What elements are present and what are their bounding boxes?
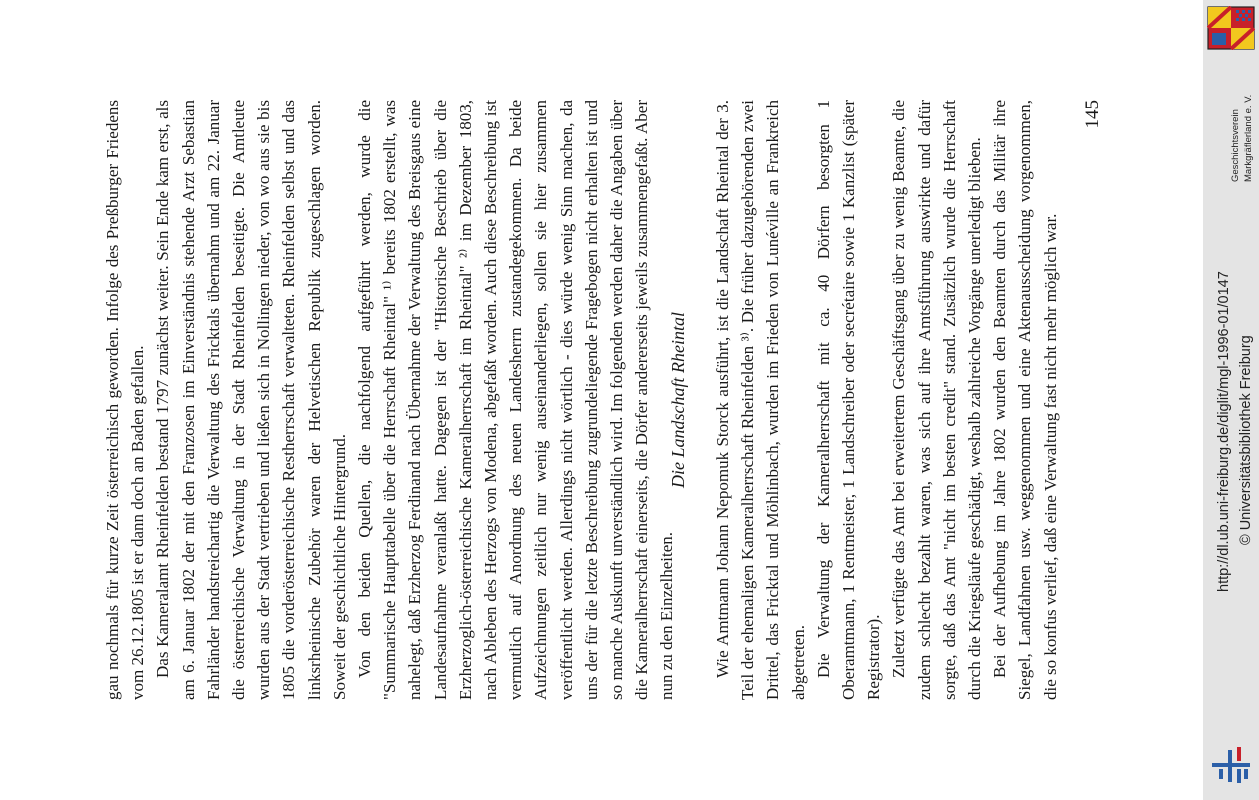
society-name-line1: Geschichtsverein [1230, 109, 1241, 182]
page-number: 145 [1082, 100, 1103, 129]
markgraeflerland-crest-icon [1207, 6, 1255, 50]
body-text-bottom [710, 100, 1063, 700]
paragraph: gau nochmals für kurze Zeit österreichisch geworden. Infolge des Preßburger Friedens vom 26.12.1805 ist er dann doch an Baden gefallen. [103, 100, 148, 700]
body-text-top [100, 100, 680, 700]
copyright-notice: © Universitätsbibliothek Freiburg [1238, 335, 1254, 545]
society-name-line2: Markgräflerland e. V. [1243, 94, 1254, 182]
paragraph: Zuletzt verfügte das Amt bei erweitertem Geschäftsgang über zu wenig Beamte, die zudem schlecht bezahlt waren, was sich auf ihre Amtsführung auswirkte und dafür sorgte, daß das Amt "nicht im besten credit" stand. Zusätzlich wurde die Herrschaft durch die Kriegsläufe geschädigt, weshalb zahlreiche Vorgänge unerledigt blieben. [889, 100, 985, 700]
ub-freiburg-logo-icon [1210, 745, 1252, 787]
paragraph: Wie Amtmann Johann Nepomuk Storck ausführt, ist die Landschaft Rheintal der 3. Teil der ehemaligen Kameralherrschaft Rheinfelden ³⁾. Die früher dazugehörenden zwei Drittel, das Fricktal und Möhlinbach, wurden im Frieden von Lunéville an Frankreich abgetreten. [713, 100, 808, 700]
document-url-link[interactable]: http://dl.ub.uni-freiburg.de/diglit/mgl-1996-01/0147 [1216, 271, 1232, 592]
paragraph: Von den beiden Quellen, die nachfolgend aufgeführt werden, wurde die "Summarische Haupttabelle über die Herrschaft Rheintal" ¹⁾ bereits 1802 erstellt, was nahelegt, daß Erzherzog Ferdinand nach Übernahme der Verwaltung des Breisgaus eine Landesaufnahme veranlaßt hatte. Dagegen ist der "Historische Beschrieb über die Erzherzoglich-österreichische Kameralherrschaft im Rheintal" ²⁾ im Dezember 1803, nach Ableben des Herzogs von Modena, abgefaßt worden. Auch diese Beschreibung ist vermutlich auf Anordnung des neuen Landesherrn zustandegekommen. Da beide Aufzeichnungen zeitlich nur wenig auseinanderliegen, sollen sie hier zusammen veröffentlicht werden. Allerdings nicht wörtlich - dies würde wenig Sinn machen, da uns der für die letzte Beschreibung zugrundeliegende Fragebogen nicht erhalten ist und so manche Auskunft unverständlich wird. Im folgenden werden daher die Angaben über die Kameralherrschaft einerseits, die Dörfer andererseits jeweils zusammengefaßt. Aber nun zu den Einzelheiten. [355, 100, 677, 700]
paragraph: Das Kameralamt Rheinfelden bestand 1797 zunächst weiter. Sein Ende kam erst, als am 6. Januar 1802 der mit den Franzosen im Einverständnis stehende Arzt Sebastian Fahrländer handstreichartig die Verwaltung des Fricktals übernahm und am 22. Januar die österreichische Verwaltung in der Stadt Rheinfelden beseitigte. Die Amtleute wurden aus der Stadt vertrieben und ließen sich in Nollingen nieder, von wo aus sie bis 1805 die vorderösterreichische Restherrschaft verwalteten. Rheinfelden selbst und das linksrheinische Zubehör waren der Helvetischen Republik zugeschlagen worden. Soweit der geschichtliche Hintergrund. [153, 100, 349, 700]
paragraph: Bei der Aufhebung im Jahre 1802 wurden den Beamten durch das Militär ihre Siegel, Landfahnen usw. weggenommen und eine Aktenausscheidung vorgenommen, die so konfus verlief, daß eine Verwaltung fast nicht mehr möglich war. [990, 100, 1060, 700]
section-heading: Die Landschaft Rheintal [668, 312, 688, 488]
paragraph: Die Verwaltung der Kameralherrschaft mit ca. 40 Dörfern besorgten 1 Oberamtmann, 1 Rentmeister, 1 Landschreiber oder secrétaire sowie 1 Kanzlist (später Registrator). [813, 100, 884, 700]
